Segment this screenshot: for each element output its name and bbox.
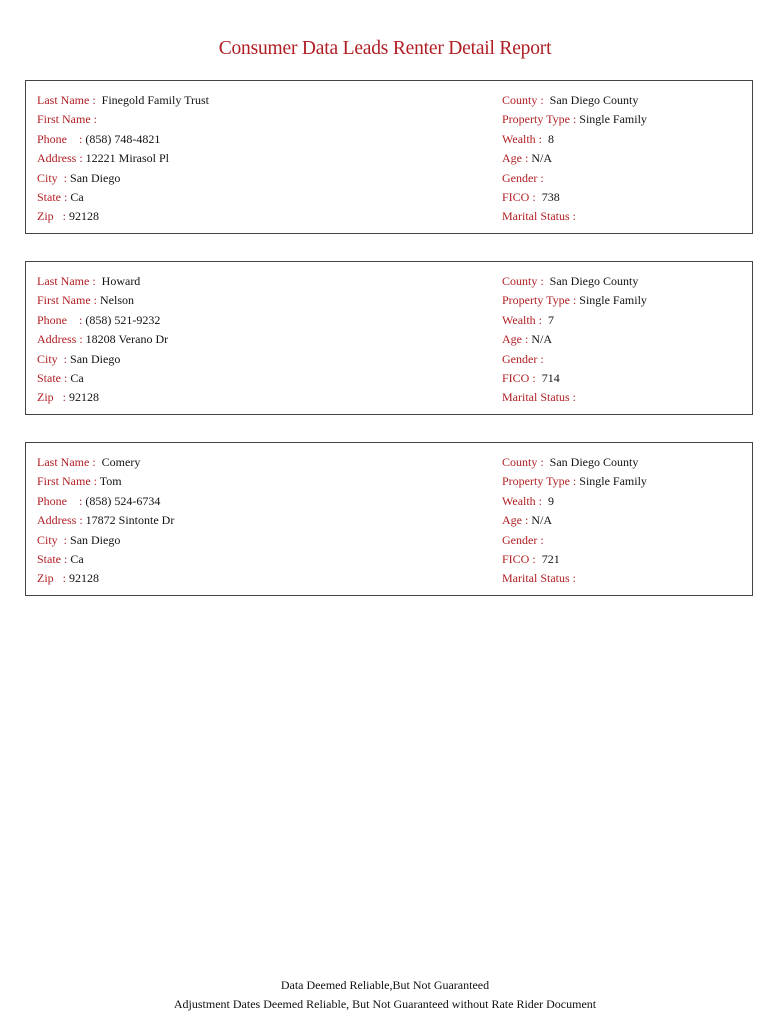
wealth-row [502,313,554,327]
phone-value: (858) 521-9232 [85,313,161,327]
wealth-value: 8 [548,132,555,146]
age-label: Age : [502,513,529,527]
report-title: Consumer Data Leads Renter Detail Report [218,38,552,59]
city-value: San Diego [70,171,121,185]
state-label: State : [37,190,68,204]
address-label: Address : [37,332,83,346]
fico-value: 714 [541,371,560,385]
phone-label: Phone : [37,494,83,508]
last-name-label: Last Name : [37,455,96,469]
first-name-value: Nelson [100,293,134,307]
zip-value: 92128 [69,571,99,585]
record-card [25,261,753,415]
gender-label: Gender : [502,352,544,366]
phone-row [37,313,160,327]
gender-row [502,352,547,366]
age-label: Age : [502,332,529,346]
phone-label: Phone : [37,313,83,327]
wealth-value: 9 [548,494,555,508]
gender-row [502,171,547,185]
county-label: County : [502,274,544,288]
property-type-label: Property Type : [502,293,577,307]
county-value: San Diego County [549,274,639,288]
marital-status-row [502,390,579,404]
address-row [37,513,174,527]
property-type-label: Property Type : [502,474,577,488]
footer-adjustment-note: Adjustment Dates Deemed Reliable, But Not Guaranteed without Rate Rider Document [173,997,597,1011]
fico-row [502,371,560,385]
city-row [37,352,120,366]
address-label: Address : [37,513,83,527]
city-label: City : [37,352,68,366]
gender-label: Gender : [502,171,544,185]
county-value: San Diego County [549,455,639,469]
record-card [25,80,753,234]
fico-value: 738 [541,190,560,204]
fico-row [502,190,560,204]
last-name-label: Last Name : [37,274,96,288]
wealth-value: 7 [548,313,555,327]
marital-status-label: Marital Status : [502,390,576,404]
zip-row [37,209,99,223]
state-value: Ca [70,552,84,566]
zip-label: Zip : [37,209,66,223]
wealth-label: Wealth : [502,132,543,146]
zip-row [37,571,99,585]
property-type-value: Single Family [579,474,647,488]
gender-label: Gender : [502,533,544,547]
marital-status-label: Marital Status : [502,571,576,585]
property-type-row [502,112,647,126]
first-name-label: First Name : [37,293,97,307]
fico-label: FICO : [502,371,536,385]
wealth-row [502,494,554,508]
zip-row [37,390,99,404]
fico-label: FICO : [502,552,536,566]
age-value: N/A [531,513,552,527]
city-value: San Diego [70,352,121,366]
address-row [37,151,169,165]
zip-label: Zip : [37,571,66,585]
last-name-value: Howard [101,274,141,288]
address-row [37,332,168,346]
property-type-value: Single Family [579,293,647,307]
age-label: Age : [502,151,529,165]
address-value: 12221 Mirasol Pl [85,151,170,165]
fico-row [502,552,560,566]
address-value: 17872 Sintonte Dr [85,513,175,527]
zip-label: Zip : [37,390,66,404]
property-type-row [502,293,647,307]
city-label: City : [37,533,68,547]
zip-value: 92128 [69,209,99,223]
first-name-row [37,112,100,126]
phone-row [37,132,160,146]
first-name-value: Tom [99,474,122,488]
zip-value: 92128 [69,390,99,404]
state-row [37,371,84,385]
last-name-row [37,93,209,107]
wealth-label: Wealth : [502,313,543,327]
county-label: County : [502,93,544,107]
gender-row [502,533,547,547]
wealth-label: Wealth : [502,494,543,508]
last-name-value: Finegold Family Trust [101,93,210,107]
first-name-row [37,474,122,488]
age-row [502,151,552,165]
wealth-row [502,132,554,146]
city-row [37,171,120,185]
county-row [502,93,638,107]
first-name-row [37,293,134,307]
property-type-row [502,474,647,488]
city-row [37,533,120,547]
phone-value: (858) 748-4821 [85,132,161,146]
age-row [502,513,552,527]
last-name-row [37,455,140,469]
last-name-row [37,274,140,288]
age-value: N/A [531,332,552,346]
age-value: N/A [531,151,552,165]
city-value: San Diego [70,533,121,547]
fico-label: FICO : [502,190,536,204]
state-value: Ca [70,371,84,385]
first-name-label: First Name : [37,112,97,126]
phone-label: Phone : [37,132,83,146]
property-type-value: Single Family [579,112,647,126]
marital-status-row [502,571,579,585]
county-row [502,455,638,469]
state-value: Ca [70,190,84,204]
footer-disclaimer: Data Deemed Reliable,But Not Guaranteed [280,978,490,992]
marital-status-label: Marital Status : [502,209,576,223]
city-label: City : [37,171,68,185]
state-row [37,190,84,204]
state-label: State : [37,552,68,566]
last-name-value: Comery [101,455,141,469]
address-label: Address : [37,151,83,165]
address-value: 18208 Verano Dr [85,332,169,346]
first-name-label: First Name : [37,474,97,488]
marital-status-row [502,209,579,223]
property-type-label: Property Type : [502,112,577,126]
county-value: San Diego County [549,93,639,107]
last-name-label: Last Name : [37,93,96,107]
record-card [25,442,753,596]
county-row [502,274,638,288]
phone-row [37,494,160,508]
fico-value: 721 [541,552,560,566]
state-row [37,552,84,566]
age-row [502,332,552,346]
county-label: County : [502,455,544,469]
phone-value: (858) 524-6734 [85,494,161,508]
state-label: State : [37,371,68,385]
